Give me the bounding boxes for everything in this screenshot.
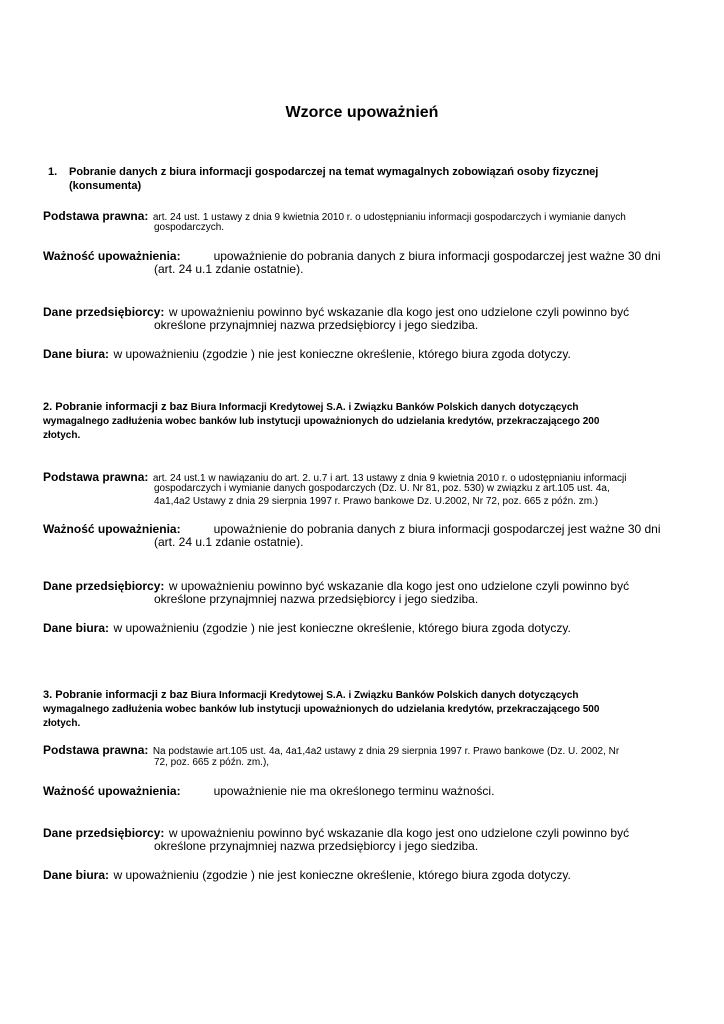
section-1-dane-biura (43, 345, 683, 363)
section-3-dane-przedsiebiorcy-line1: w upoważnieniu powinno być wskazanie dla kogo jest ono udzielone czyli powinno być (168, 826, 630, 840)
section-1-dane-biura-text: w upoważnieniu (zgodzie ) nie jest konieczne określenie, którego biura zgoda dotyczy. (113, 347, 571, 361)
page-title: Wzorce upoważnień (285, 104, 439, 121)
section-1-podstawa-label: Podstawa prawna: (43, 209, 149, 223)
section-3-heading-line2: wymagalnego zadłużenia wobec banków lub instytucji upoważnionych do udzielania kredytów, przekraczającego 500 (43, 704, 600, 715)
section-1-heading (48, 165, 688, 193)
section-1-podstawa-line2: gospodarczych. (154, 222, 225, 233)
section-3-dane-biura-text: w upoważnieniu (zgodzie ) nie jest konieczne określenie, którego biura zgoda dotyczy. (113, 868, 571, 882)
section-2-dane-przedsiebiorcy-line1: w upoważnieniu powinno być wskazanie dla kogo jest ono udzielone czyli powinno być (168, 579, 630, 593)
section-1-heading-line1: Pobranie danych z biura informacji gospodarczej na temat wymagalnych zobowiązań osoby fizycznej (69, 166, 599, 178)
section-1-dane-przedsiebiorcy-label: Dane przedsiębiorcy: (43, 305, 165, 319)
section-2-dane-biura (43, 619, 683, 637)
section-2-podstawa-line3: 4a1,4a2 Ustawy z dnia 29 sierpnia 1997 r. Prawo bankowe Dz. U.2002, Nr 72, poz. 665 z późn. zm.) (154, 496, 599, 507)
section-2-podstawa-label: Podstawa prawna: (43, 470, 149, 484)
section-1-dane-przedsiebiorcy-line2: określone przynajmniej nazwa przedsiębiorcy i jego siedziba. (154, 318, 479, 332)
section-3-dane-biura (43, 866, 683, 884)
section-2-dane-biura-label: Dane biura: (43, 621, 110, 635)
section-2-waznosc-line2: (art. 24 u.1 zdanie ostatnie). (154, 535, 304, 549)
section-2-dane-przedsiebiorcy-line2: określone przynajmniej nazwa przedsiębiorcy i jego siedziba. (154, 592, 479, 606)
section-2-podstawa-line1: art. 24 ust.1 w nawiązaniu do art. 2. u.7 i art. 13 ustawy z dnia 9 kwietnia 2010 r. o udostępnianiu informacji (152, 473, 627, 484)
section-3-podstawa-line1: Na podstawie art.105 ust. 4a, 4a1,4a2 ustawy z dnia 29 sierpnia 1997 r. Prawo bankowe (Dz. U. 2002, Nr (152, 746, 620, 757)
section-2-heading-lead: 2. Pobranie informacji z baz (43, 401, 188, 413)
section-2-heading-line2: wymagalnego zadłużenia wobec banków lub instytucji upoważnionych do udzielania kredytów, przekraczającego 200 (43, 416, 600, 427)
section-1-waznosc-label: Ważność upoważnienia: (43, 249, 181, 263)
section-3-podstawa-label: Podstawa prawna: (43, 743, 149, 757)
section-3-dane-przedsiebiorcy-label: Dane przedsiębiorcy: (43, 826, 165, 840)
section-2-heading-line3: złotych. (43, 430, 81, 441)
section-3-dane-przedsiebiorcy-line2: określone przynajmniej nazwa przedsiębiorcy i jego siedziba. (154, 839, 479, 853)
section-1-podstawa-line1: art. 24 ust. 1 ustawy z dnia 9 kwietnia 2010 r. o udostępnianiu informacji gospodarczych i wymianie danych (152, 212, 626, 223)
section-3-waznosc-label: Ważność upoważnienia: (43, 784, 181, 798)
section-1-number: 1. (48, 166, 58, 178)
section-2-heading (43, 400, 683, 443)
section-2-heading-rest: Biura Informacji Kredytowej S.A. i Związku Banków Polskich danych dotyczących (190, 402, 579, 413)
section-2-dane-przedsiebiorcy-label: Dane przedsiębiorcy: (43, 579, 165, 593)
section-3-waznosc (43, 782, 683, 800)
section-1-heading-line2: (konsumenta) (69, 180, 142, 192)
section-3-dane-biura-label: Dane biura: (43, 868, 110, 882)
section-2-waznosc-line1: upoważnienie do pobrania danych z biura informacji gospodarczej jest ważne 30 dni (213, 522, 661, 536)
section-1-dane-biura-label: Dane biura: (43, 347, 110, 361)
section-2-waznosc-label: Ważność upoważnienia: (43, 522, 181, 536)
section-2-dane-biura-text: w upoważnieniu (zgodzie ) nie jest konieczne określenie, którego biura zgoda dotyczy. (113, 621, 571, 635)
section-3-heading-lead: 3. Pobranie informacji z baz (43, 689, 188, 701)
section-1-waznosc-line1: upoważnienie do pobrania danych z biura informacji gospodarczej jest ważne 30 dni (213, 249, 661, 263)
section-2-podstawa-line2: gospodarczych i wymianie danych gospodarczych (Dz. U. Nr 81, poz. 530) w związku z art.105 ust. 4a, (154, 483, 610, 494)
section-3-heading (43, 688, 683, 731)
section-1-dane-przedsiebiorcy-line1: w upoważnieniu powinno być wskazanie dla kogo jest ono udzielone czyli powinno być (168, 305, 630, 319)
section-3-heading-line3: złotych. (43, 718, 81, 729)
section-3-podstawa-line2: 72, poz. 665 z późn. zm.), (154, 757, 270, 768)
section-3-waznosc-line1: upoważnienie nie ma określonego terminu ważności. (213, 784, 495, 798)
section-1-waznosc-line2: (art. 24 u.1 zdanie ostatnie). (154, 262, 304, 276)
section-3-heading-rest: Biura Informacji Kredytowej S.A. i Związku Banków Polskich danych dotyczących (190, 690, 579, 701)
